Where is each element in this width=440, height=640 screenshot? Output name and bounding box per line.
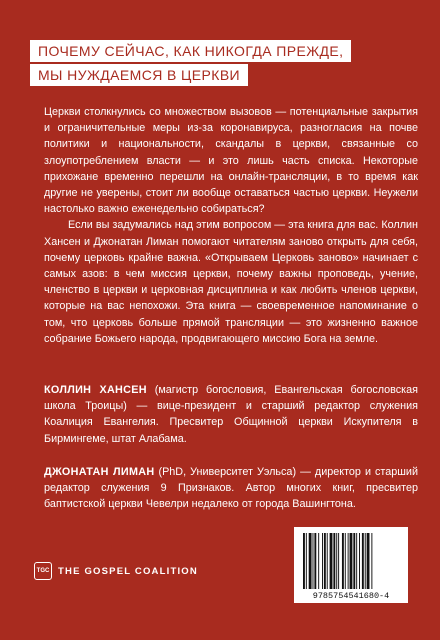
author-bio: (PhD, Университет Уэльса) — директор и старший редактор служения 9 Признаков. Автор многих книг, пресвитер баптистской церкви Чевелри недалеко от города Вашингтона. xyxy=(44,466,418,511)
barcode-bar xyxy=(356,533,357,589)
author-name: ДЖОНАТАН ЛИМАН xyxy=(44,466,155,478)
barcode-bar xyxy=(342,533,344,589)
barcode-bar xyxy=(371,533,372,589)
barcode-bar xyxy=(348,533,349,589)
barcode-bar xyxy=(322,533,323,589)
barcode-bar xyxy=(338,533,339,589)
isbn-number: 9785754541680-4 xyxy=(312,591,390,601)
barcode xyxy=(294,527,408,603)
barcode-bar xyxy=(345,533,346,589)
barcode-bar xyxy=(353,533,355,589)
barcode-bar xyxy=(362,533,364,589)
author-bio-leeman xyxy=(44,464,418,513)
barcode-bar xyxy=(327,533,328,589)
publisher xyxy=(34,562,198,580)
barcode-bar xyxy=(333,533,335,589)
author-bio-hansen xyxy=(44,382,418,447)
barcode-bar xyxy=(324,533,326,589)
barcode-bar xyxy=(303,533,305,589)
tgc-logo-icon: TGC xyxy=(34,562,52,580)
description-paragraph-2: Если вы задумались над этим вопросом — эта книга для вас. Коллин Хансен и Джонатан Лиман помогают читателям заново открыть для себя, почему церковь крайне важна. «Открываем Церковь заново» начинает с самых азов: в чем миссия церкви, почему важны проповедь, учение, членство в церкви и церковная дисциплина и как любить членов церкви, которые на вас непохожи. Эта книга — своевременное напоминание о том, что церковь больше прямой трансляции — это жизненно важное собрание Божьего народа, продвигающего миссию Бога на земле. xyxy=(44,219,418,345)
author-name: КОЛЛИН ХАНСЕН xyxy=(44,384,147,396)
barcode-bar xyxy=(350,533,353,589)
author-bio: (магистр богословия, Евангельская богословская школа Троицы) — вице-президент и старший редактор служения Коалиция Евангелия. Пресвитер Общинной церкви Искупителя в Бирмингеме, штат Алабама. xyxy=(44,384,418,445)
barcode-bar xyxy=(359,533,360,589)
barcode-bar xyxy=(313,533,314,589)
headline-line-1: ПОЧЕМУ СЕЙЧАС, КАК НИКОГДА ПРЕЖДЕ, xyxy=(30,40,351,62)
description xyxy=(44,104,418,347)
description-paragraph-1: Церкви столкнулись со множеством вызовов — потенциальные закрытия и ограничительные меры из-за коронавируса, разногласия на почве политики и национальности, скандалы в церкви, связанные со злоупотреблением власти — и это лишь часть списка. Некоторые прихожане временно перешли на онлайн-трансляции, в то время как другие не уверены, стоит ли вообще оставаться частью церкви. Неужели настолько важно еженедельно собираться? xyxy=(44,106,418,216)
barcode-bar xyxy=(365,533,366,589)
barcode-bar xyxy=(309,533,312,589)
publisher-name: THE GOSPEL COALITION xyxy=(58,565,198,577)
headline xyxy=(30,40,410,88)
barcode-bar xyxy=(314,533,316,589)
barcode-bars xyxy=(302,533,400,589)
barcode-bar xyxy=(330,533,333,589)
barcode-bar xyxy=(318,533,319,589)
barcode-bar xyxy=(336,533,337,589)
barcode-bar xyxy=(367,533,370,589)
headline-line-2: МЫ НУЖДАЕМСЯ В ЦЕРКВИ xyxy=(30,64,248,86)
barcode-bar xyxy=(306,533,307,589)
